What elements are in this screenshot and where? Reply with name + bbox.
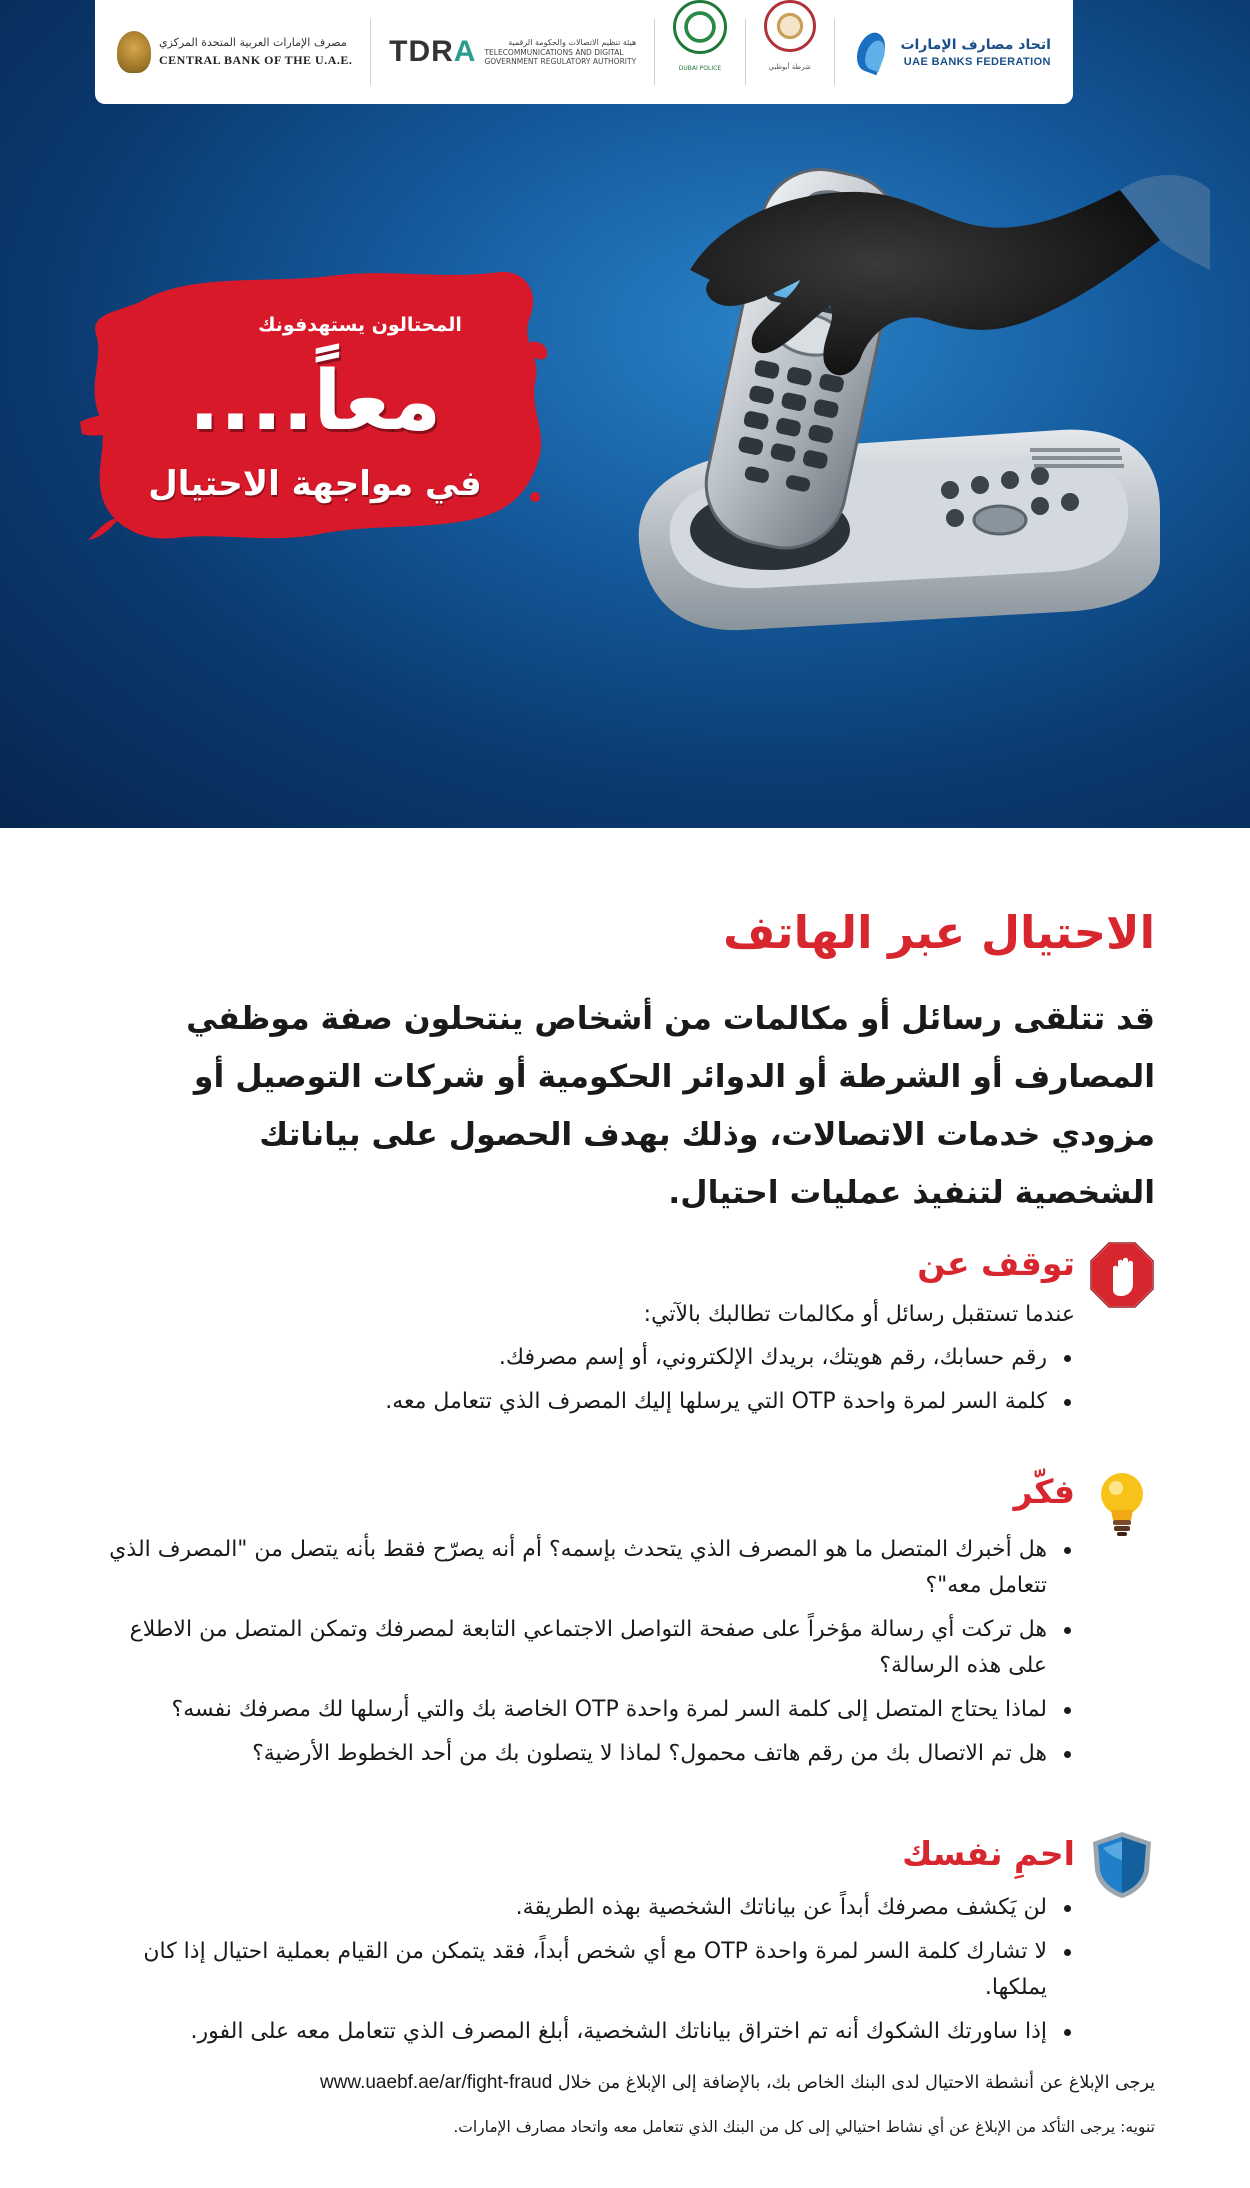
central-bank-name-en: CENTRAL BANK OF THE U.A.E.	[159, 53, 353, 67]
central-bank-name-ar: مصرف الإمارات العربية المتحدة المركزي	[159, 36, 347, 49]
logo-divider	[654, 19, 655, 85]
logo-divider	[745, 19, 746, 85]
partner-logo-bar	[95, 0, 1073, 104]
tdra-wordmark: TDRA	[389, 35, 477, 68]
tdra-name-en-1: TELECOMMUNICATIONS AND DIGITAL	[484, 47, 624, 57]
ubf-name-ar: اتحاد مصارف الإمارات	[900, 36, 1051, 53]
article-intro: قد تتلقى رسائل أو مكالمات من أشخاص ينتحلون صفة موظفي المصارف أو الشرطة أو الدوائر الحكومية أو شركات التوصيل أو مزودي خدمات الاتصالات، وذلك بهدف الحصول على بياناتك الشخصية لتنفيذ عمليات احتيال.	[186, 1001, 1155, 1211]
section-protect	[85, 1830, 1155, 2060]
hero-headline: معاً....	[188, 354, 442, 449]
list-item: هل تم الاتصال بك من رقم هاتف محمول؟ لماذا لا يتصلون بك من أحد الخطوط الأرضية؟	[85, 1736, 1075, 1772]
section-protect-list	[85, 1890, 1075, 2058]
ubf-mark-icon	[852, 28, 892, 76]
hero-banner	[0, 0, 1250, 828]
section-think-title: فكّر	[1013, 1472, 1075, 1511]
section-think-list	[85, 1532, 1075, 1780]
report-text: يرجى الإبلاغ عن أنشطة الاحتيال لدى البنك الخاص بك، بالإضافة إلى الإبلاغ من خلال	[557, 2073, 1155, 2093]
report-link[interactable]: www.uaebf.ae/ar/fight-fraud	[319, 2072, 553, 2093]
abu-dhabi-police-emblem-icon	[764, 0, 816, 52]
list-item: لن يَكشف مصرفك أبداً عن بياناتك الشخصية بهذه الطريقة.	[85, 1890, 1075, 1926]
report-instructions	[95, 2072, 1155, 2094]
abu-dhabi-police-caption: شرطة أبوظبي	[768, 63, 811, 71]
article-content	[0, 828, 1250, 2188]
section-protect-title: احمِ نفسك	[902, 1834, 1075, 1873]
list-item: لا تشارك كلمة السر لمرة واحدة OTP مع أي شخص أبداً، فقد يتمكن من القيام بعملية احتيال إذا كان يملكها.	[85, 1934, 1075, 2006]
uae-emblem-icon	[117, 31, 151, 73]
logo-divider	[370, 19, 371, 85]
lightbulb-icon	[1089, 1468, 1155, 1538]
logo-divider	[834, 19, 835, 85]
dubai-police-emblem-icon	[673, 0, 727, 54]
hero-subheadline: في مواجهة الاحتيال	[148, 464, 482, 504]
disclaimer-note: تنويه: يرجى التأكد من الإبلاغ عن أي نشاط احتيالي إلى كل من البنك الذي تتعامل معه واتحاد مصارف الإمارات.	[453, 2118, 1155, 2136]
list-item: هل تركت أي رسالة مؤخراً على صفحة التواصل الاجتماعي التابعة لمصرفك وتمكن المتصل من الاطلاع على هذه الرسالة؟	[85, 1612, 1075, 1684]
list-item: كلمة السر لمرة واحدة OTP التي يرسلها إليك المصرف الذي تتعامل معه.	[85, 1384, 1075, 1420]
dubai-police-logo	[665, 0, 735, 104]
list-item: إذا ساورتك الشكوك أنه تم اختراق بياناتك الشخصية، أبلغ المصرف الذي تتعامل معه على الفور.	[85, 2014, 1075, 2050]
ubf-name-en: UAE BANKS FEDERATION	[903, 55, 1051, 68]
shield-icon	[1089, 1830, 1155, 1900]
stop-hand-icon	[1089, 1240, 1155, 1310]
hero-headline-block	[80, 262, 550, 552]
hero-hook-text: المحتالون يستهدفونك	[258, 314, 462, 336]
cordless-phone-illustration	[560, 130, 1220, 690]
tdra-name-en-2: GOVERNMENT REGULATORY AUTHORITY	[484, 57, 637, 66]
section-stop	[85, 1240, 1155, 1440]
uae-banks-federation-logo	[844, 0, 1058, 104]
section-stop-lead: عندما تستقبل رسائل أو مكالمات تطالبك بالآتي:	[643, 1302, 1075, 1327]
list-item: رقم حسابك، رقم هويتك، بريدك الإلكتروني، أو إسم مصرفك.	[85, 1340, 1075, 1376]
list-item: لماذا يحتاج المتصل إلى كلمة السر لمرة واحدة OTP الخاصة بك والتي أرسلها لك مصرفك نفسه؟	[85, 1692, 1075, 1728]
central-bank-logo	[109, 0, 360, 104]
tdra-name-ar: هيئة تنظيم الاتصالات والحكومة الرقمية	[508, 37, 637, 47]
dubai-police-caption: DUBAI POLICE	[678, 65, 722, 72]
tdra-logo	[381, 0, 644, 104]
article-title: الاحتيال عبر الهاتف	[723, 906, 1155, 959]
list-item: هل أخبرك المتصل ما هو المصرف الذي يتحدث بإسمه؟ أم أنه يصرّح فقط بأنه يتصل من "المصرف الذي تتعامل معه"؟	[85, 1532, 1075, 1604]
section-stop-title: توقف عن	[917, 1244, 1075, 1283]
section-think	[85, 1468, 1155, 1828]
section-stop-list	[85, 1340, 1075, 1428]
abu-dhabi-police-logo	[756, 0, 824, 104]
